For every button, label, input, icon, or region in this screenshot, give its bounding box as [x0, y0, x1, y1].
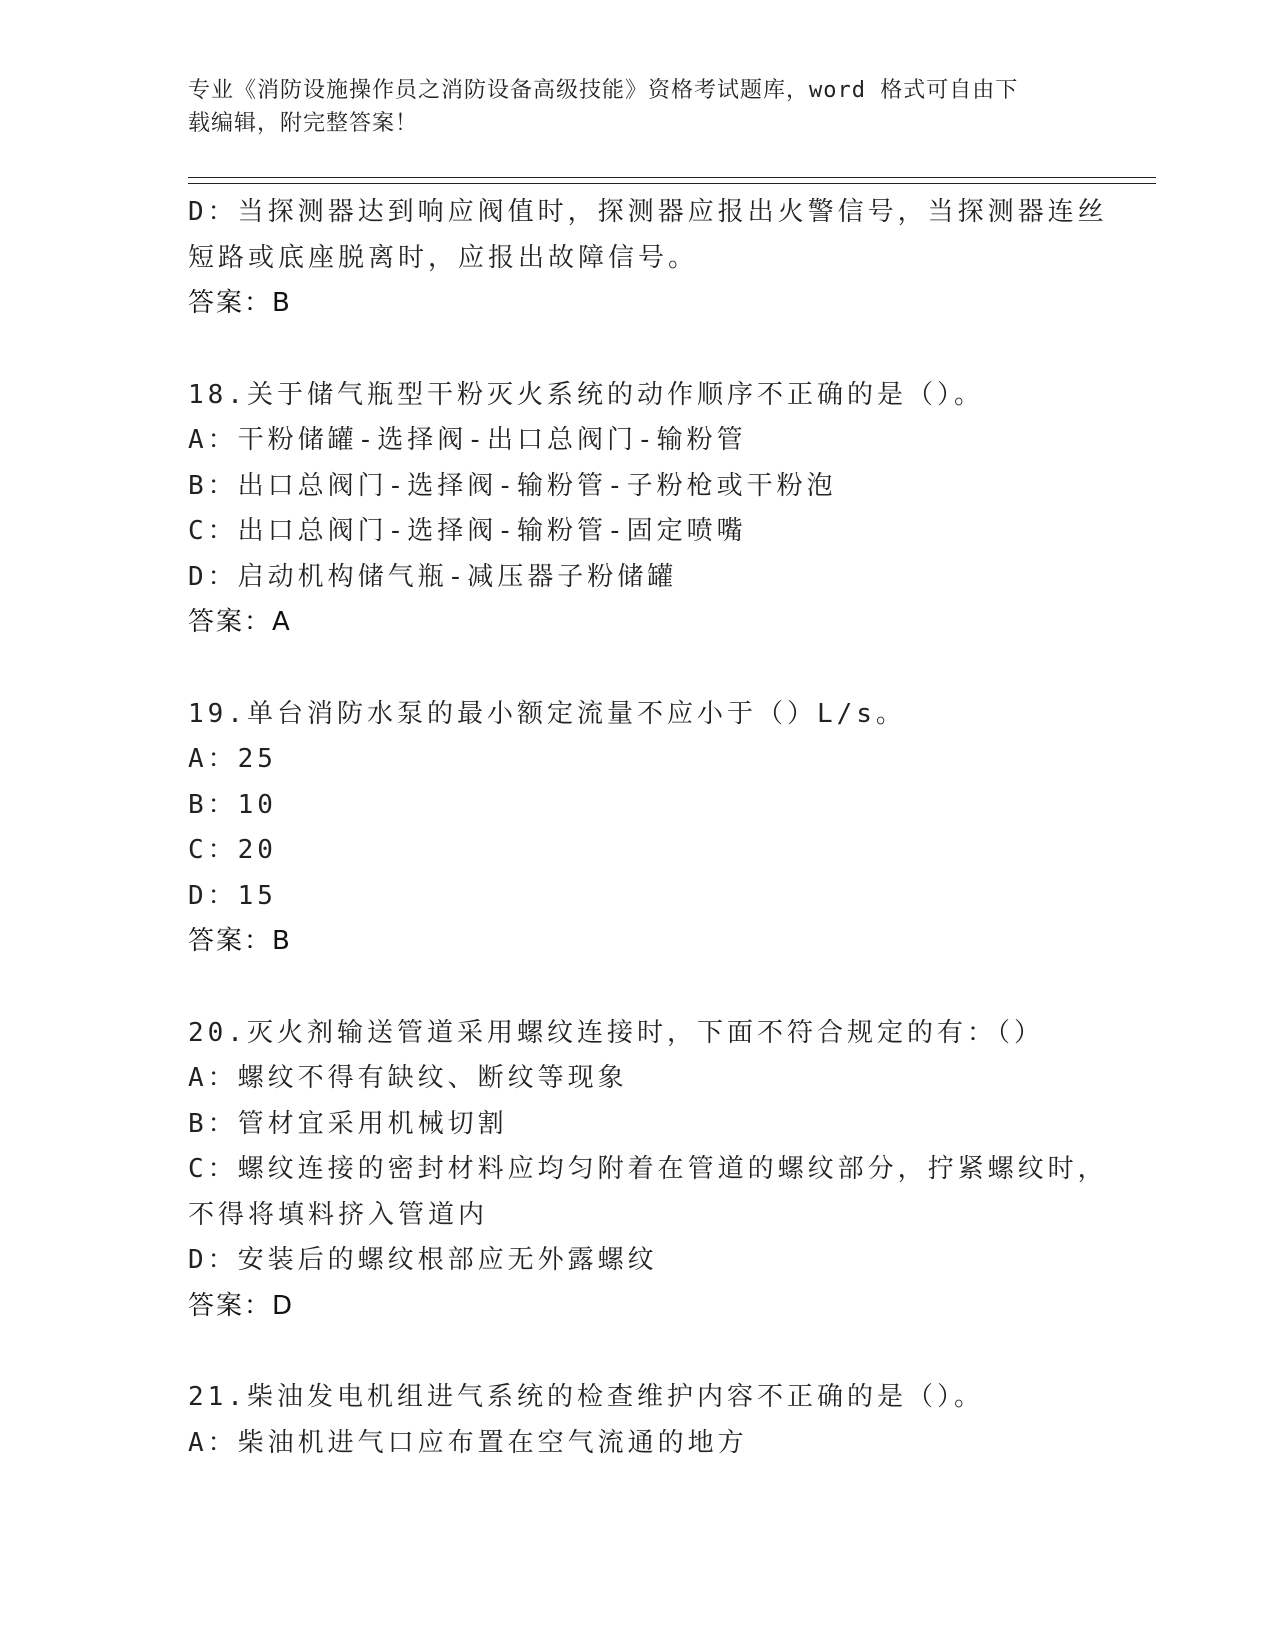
option-b: B：出口总阀门-选择阀-输粉管-子粉枪或干粉泡 — [188, 470, 837, 501]
option-c: C：20 — [188, 835, 277, 865]
option-d: D：安装后的螺纹根部应无外露螺纹 — [188, 1245, 658, 1275]
option-d-line-2: 短路或底座脱离时，应报出故障信号。 — [188, 242, 699, 273]
option-a: A：25 — [188, 744, 277, 774]
question-text: 21.柴油发电机组进气系统的检查维护内容不正确的是（）。 — [188, 1382, 984, 1412]
spacer — [188, 327, 1108, 373]
question-text: 18.关于储气瓶型干粉灭火系统的动作顺序不正确的是（）。 — [188, 379, 984, 410]
question-17 — [188, 190, 1108, 327]
answer-label: 答案：A — [188, 607, 292, 637]
option-c-line-1: C：螺纹连接的密封材料应均匀附着在管道的螺纹部分，拧紧螺纹时， — [188, 1154, 1108, 1184]
spacer — [188, 646, 1108, 692]
question-text: 20.灭火剂输送管道采用螺纹连接时，下面不符合规定的有：（） — [188, 1017, 1044, 1048]
document-header — [188, 74, 1088, 140]
option-d: D：15 — [188, 880, 277, 911]
question-18 — [188, 373, 1108, 646]
header-divider-top — [188, 177, 1156, 178]
question-19 — [188, 692, 1108, 965]
spacer — [188, 965, 1108, 1011]
question-20 — [188, 1011, 1108, 1330]
answer-label: 答案：B — [188, 926, 292, 956]
option-d-line-1: D：当探测器达到响应阀值时，探测器应报出火警信号，当探测器连丝 — [188, 197, 1108, 227]
option-a: A：柴油机进气口应布置在空气流通的地方 — [188, 1427, 748, 1458]
header-divider-bottom — [188, 183, 1156, 184]
option-c: C：出口总阀门-选择阀-输粉管-固定喷嘴 — [188, 516, 747, 546]
question-list — [188, 190, 1108, 1466]
header-line-1: 专业《消防设施操作员之消防设备高级技能》资格考试题库，word 格式可自由下 — [188, 78, 1019, 103]
header-line-2: 载编辑，附完整答案！ — [188, 111, 419, 136]
option-c-line-2: 不得将填料挤入管道内 — [188, 1199, 489, 1230]
answer-label: 答案：B — [188, 288, 292, 318]
answer-label: 答案：D — [188, 1290, 295, 1321]
question-21 — [188, 1375, 1108, 1466]
question-text: 19.单台消防水泵的最小额定流量不应小于（）L/s。 — [188, 698, 906, 729]
option-a: A：螺纹不得有缺纹、断纹等现象 — [188, 1063, 628, 1093]
option-b: B：10 — [188, 789, 277, 820]
option-b: B：管材宜采用机械切割 — [188, 1108, 508, 1139]
option-a: A：干粉储罐-选择阀-出口总阀门-输粉管 — [188, 425, 747, 455]
option-d: D：启动机构储气瓶-减压器子粉储罐 — [188, 561, 678, 592]
spacer — [188, 1329, 1108, 1375]
